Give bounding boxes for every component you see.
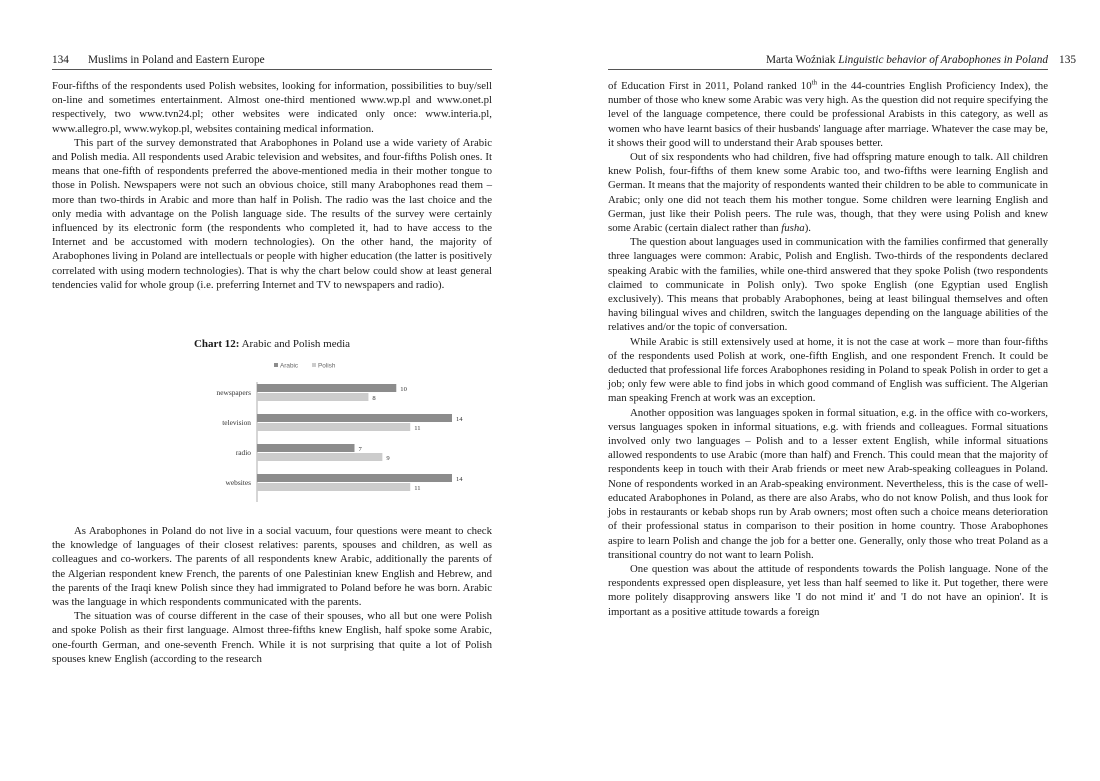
paragraph [608, 150, 1048, 235]
data-label-polish-radio: 9 [386, 455, 390, 462]
paragraph: One question was about the attitude of respondents towards the Polish language. None of the respondents expressed open displeasure, yet less than half seemed to like it. Put together, there were more politely disapproving answers like 'I do not mind it' and 'I do not have an opinion'. It is important as a positive attitude towards a foreign [608, 562, 1048, 618]
data-label-polish-newspapers: 8 [372, 395, 376, 402]
chart-title-number: Chart 12: [193, 338, 240, 350]
right-page-number: 135 [1059, 54, 1076, 66]
bar-arabic-newspapers [257, 384, 396, 392]
italic-term: fusha [781, 222, 805, 235]
bar-polish-radio [257, 453, 382, 461]
legend-label-polish: Polish [318, 362, 336, 370]
bar-polish-television [257, 423, 410, 431]
paragraph [608, 79, 1048, 150]
running-article-title: Linguistic behavior of Arabophones in Poland [838, 54, 1048, 66]
data-label-polish-websites: 11 [414, 485, 421, 492]
text-run: of Education First in 2011, Poland ranked 10 [608, 80, 812, 92]
text-run: in the 44-countries English Proficiency Index), the number of those who knew some Arabic was very high. As the question did not require specifying the level of the language competence, there could be professional Arabists in this category, as well as women who have learnt basics of their husbands' language after marriage. Whatever the case may be, it shows their good will to understand their Arab spouses better. [608, 80, 1048, 149]
paragraph: As Arabophones in Poland do not live in a social vacuum, four questions were meant to check the knowledge of languages of their closest relatives: parents, spouses and children, as well as colleagues and co-workers. The parents of all respondents knew Arabic, additionally the parents of the Algerian respondent knew French, the parents of one Palestinian knew English and Hebrew, and the parents of the Iraqi knew Polish since they had immigrated to Poland before he was born. Arabic was the language in which respondents communicated with the parents. [52, 525, 492, 609]
paragraph: Four-fifths of the respondents used Polish websites, looking for information, possibilities to buy/sell on-line and sometimes entertainment. Almost one-third mentioned www.wp.pl and www.onet.pl respectively, two www.tvn24.pl; other websites were indicated only once: www.interia.pl, www.allegro.pl, www.wykop.pl, websites containing medical information. [52, 80, 492, 135]
paragraph: The situation was of course different in the case of their spouses, who all but one were Polish and spoke Polish as their first language. Almost three-fifths knew English, half spoke some Arabic, one-fourth German, and one-seventh French. While it is not surprising that quite a lot of Polish spouses knew English (according to the research [52, 610, 492, 665]
right-header-rule [608, 69, 1048, 70]
bar-arabic-radio [257, 444, 355, 452]
data-label-arabic-websites: 14 [456, 476, 463, 483]
category-label-newspapers: newspapers [216, 388, 251, 397]
category-label-television: television [222, 418, 251, 427]
left-page-number: 134 [52, 54, 69, 66]
bar-arabic-websites [257, 474, 452, 482]
right-running-title [766, 52, 1048, 68]
bar-polish-newspapers [257, 393, 368, 401]
category-label-radio: radio [235, 448, 251, 457]
right-page-header [608, 52, 1076, 68]
paragraph: Another opposition was languages spoken in formal situation, e.g. in the office with co-workers, versus languages spoken in informal situations, e.g. with friends and colleagues. Formal situations involved only two languages – Polish and to a lesser extent English, while informal situations allowed respondents to use Arabic (more than half) and French. This could mean that the majority of respondents keep in touch with their Arab friends or meet new Arab-speaking colleagues in Poland. None of respondents worked in an Arab-speaking environment. Nevertheless, this is the case of well-educated Arabophones in Poland, as there are also Arabs, who do not know Polish, and thus look for jobs in restaurants or kebab shops run by Arab owners; most often such a choice means deterioration of their professional status in comparison to their position in home country. Those Arabophones aspire to learn Polish and change the job for a better one. Generally, only those who treat Poland as a transitional country do not want to learn Polish. [608, 406, 1048, 561]
data-label-polish-television: 11 [414, 425, 421, 432]
running-author: Marta Woźniak [765, 54, 836, 66]
legend-swatch-arabic [274, 363, 278, 367]
chart-title [52, 337, 492, 351]
bar-arabic-television [257, 414, 452, 422]
data-label-arabic-radio: 7 [358, 446, 362, 453]
category-label-websites: websites [225, 478, 251, 487]
bar-polish-websites [257, 483, 410, 491]
left-running-title: Muslims in Poland and Eastern Europe [88, 54, 265, 66]
data-label-arabic-newspapers: 10 [400, 386, 407, 393]
left-header-rule [52, 69, 492, 70]
chart-title-text: Arabic and Polish media [239, 338, 351, 350]
paragraph: While Arabic is still extensively used at home, it is not the case at work – more than four-fifths of the respondents used Polish at work, one-fifth English, and one respondent French. It could be deducted that professional life forces Arabophones residing in Poland to speak Polish in order to get a job; only few were able to find jobs in which good command of English was sufficient. The Algerian man speaking French at work was an exception. [608, 335, 1048, 405]
legend-swatch-polish [312, 363, 316, 367]
right-text [608, 79, 1048, 619]
bar-chart [142, 356, 472, 506]
paragraph: This part of the survey demonstrated that Arabophones in Poland use a wide variety of Arabic and Polish media. All respondents used Arabic television and websites, and four-fifths Polish ones. It means that one-fifth of respondents preferred the above-mentioned media in their mother tongue to those in Polish. Newspapers were not such an obvious choice, still many Arabophones read them – more than two-thirds in Arabic and more than half in Polish. The radio was the last choice and the only media with advantage on the Polish language side. The results of the survey were certainly influenced by its electronic form (the respondents who completed it, had to have access to the Internet and be accustomed with modern technologies). On the other hand, the majority of Arabophones living in Poland are intellectuals or people with higher education (the latter is positively correlated with using modern technologies). That is why the chart below could show at least general tendencies valid for whole group (i.e. preferring Internet and TV to newspapers and radio). [52, 136, 492, 291]
left-text-top [52, 79, 492, 292]
text-run: ). [804, 222, 811, 235]
legend-label-arabic: Arabic [280, 362, 299, 370]
left-page-header [52, 52, 492, 68]
text-run: Out of six respondents who had children, five had offspring mature enough to talk. All children knew Polish, four-fifths of them knew some Arabic too, and two-fifths were learning English and German. It means that the majority of respondents wanted their children to be able to communicate in Arabic; only one did not teach them his mother tongue. Some children were learning English and German, just like their Polish peers. The rule was, though, that they were using Polish and knew some Arabic (certain dialect rather than [608, 151, 1048, 235]
data-label-arabic-television: 14 [456, 416, 463, 423]
left-text-bottom [52, 524, 492, 666]
paragraph: The question about languages used in communication with the families confirmed that generally three languages were common: Arabic, Polish and English. Two-thirds of the respondents declared speaking Arabic with the families, while one-third answered that they spoke Polish (two respondents claimed to communicate in Polish only). Two spoke English (one Egyptian used English exclusively). This means that probably Arabophones, being at least bilingual themselves and often having bilingual wives and children, switch the languages depending on the language abilities of the relatives and/or the topic of conversation. [608, 236, 1048, 334]
bar-chart-svg [142, 356, 472, 506]
superscript: th [811, 78, 818, 87]
